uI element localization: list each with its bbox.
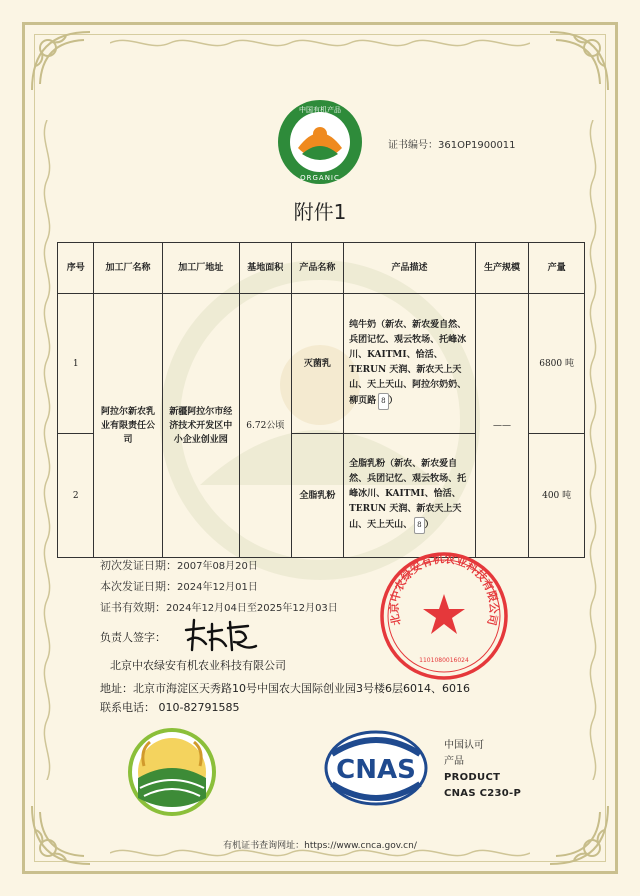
seal-text: 北京中农绿安有机农业科技有限公司 <box>387 552 501 627</box>
issuer-phone: 联系电话： 010-82791585 <box>100 701 240 714</box>
page-title: 附件1 <box>293 200 347 224</box>
col-header-scale: 生产规模 <box>475 243 528 294</box>
this-issue-date <box>100 578 258 594</box>
top-border-pattern <box>110 34 530 52</box>
corner-ornament <box>26 800 96 870</box>
first-issue-value: 2007年08月20日 <box>177 561 258 572</box>
validity-period <box>100 599 338 615</box>
cell-quantity: 6800 吨 <box>529 294 585 434</box>
seal-star-icon <box>423 594 465 634</box>
first-issue-date <box>100 557 258 573</box>
verification-url: 有机证书查询网址：https://www.cnca.gov.cn/ <box>223 841 417 851</box>
logo-text-cn: 中国有机产品 <box>299 106 341 114</box>
col-header-quantity: 产量 <box>529 243 585 294</box>
cell-scale: —— <box>475 294 528 558</box>
cnas-logo <box>322 728 430 808</box>
handwritten-signature <box>182 616 262 656</box>
issuer-company: 北京中农绿安有机农业科技有限公司 <box>110 659 286 672</box>
official-seal <box>378 550 510 682</box>
cert-no-value: 361OP1900011 <box>438 140 516 151</box>
accreditation-en1: PRODUCT <box>444 772 501 783</box>
issuer-address: 地址：北京市海淀区天秀路10号中国农大国际创业园3号楼6层6014、6016 <box>100 682 470 695</box>
cert-no-label: 证书编号： <box>388 140 438 151</box>
col-header-area: 基地面积 <box>239 243 291 294</box>
table-row <box>58 294 585 434</box>
cell-factory-name: 阿拉尔新农乳业有限责任公司 <box>94 294 162 558</box>
this-issue-value: 2024年12月01日 <box>177 582 258 593</box>
col-header-address: 加工厂地址 <box>162 243 239 294</box>
certificate-number <box>388 136 516 151</box>
description-badge: 8 <box>378 393 388 410</box>
table-header-row <box>58 243 585 294</box>
signature-label: 负责人签字： <box>100 631 166 644</box>
col-header-seq: 序号 <box>58 243 94 294</box>
col-header-product: 产品名称 <box>291 243 343 294</box>
corner-ornament <box>544 800 614 870</box>
accreditation-cn2: 产品 <box>444 756 464 767</box>
first-issue-label: 初次发证日期： <box>100 559 177 572</box>
product-table <box>57 242 585 558</box>
description-text: 纯牛奶（新农、新农爱自然、兵团记忆、观云牧场、托峰冰川、KAITMI、恰活、TERUN 天润、新农天上天山、天上天山、阿拉尔奶奶、柳页路 <box>349 319 467 406</box>
cell-factory-address: 新疆阿拉尔市经济技术开发区中小企业创业园 <box>162 294 239 558</box>
validity-value: 2024年12月04日至2025年12月03日 <box>166 603 338 614</box>
logo-text-en: ORGANIC <box>300 174 340 182</box>
description-badge: 8 <box>414 517 424 534</box>
description-text: 全脂乳粉（新农、新农爱自然、兵团记忆、观云牧场、托峰冰川、KAITMI、恰活、TERUN 天润、新农天上天山、天上天山、 <box>349 459 467 530</box>
cell-seq: 1 <box>58 294 94 434</box>
col-header-description: 产品描述 <box>344 243 476 294</box>
col-header-name: 加工厂名称 <box>94 243 162 294</box>
corner-ornament <box>544 26 614 96</box>
accreditation-text <box>444 738 521 802</box>
china-organic-product-logo <box>276 98 364 186</box>
cell-description: 全脂乳粉（新农、新农爱自然、兵团记忆、观云牧场、托峰冰川、KAITMI、恰活、TERUN 天润、新农天上天山、天上天山、 8 ） <box>344 434 476 558</box>
cnas-logo-text: CNAS <box>336 755 416 785</box>
validity-label: 证书有效期： <box>100 601 166 614</box>
accreditation-cn: 中国认可 <box>444 740 484 751</box>
organic-farm-logo <box>124 724 220 820</box>
seal-number: 1101080016024 <box>419 657 469 664</box>
cell-description: 纯牛奶（新农、新农爱自然、兵团记忆、观云牧场、托峰冰川、KAITMI、恰活、TERUN 天润、新农天上天山、天上天山、阿拉尔奶奶、柳页路 8 ） <box>344 294 476 434</box>
accreditation-en2: CNAS C230-P <box>444 788 522 799</box>
corner-ornament <box>26 26 96 96</box>
this-issue-label: 本次发证日期： <box>100 580 177 593</box>
cell-area: 6.72公顷 <box>239 294 291 558</box>
cell-product: 全脂乳粉 <box>291 434 343 558</box>
cell-seq: 2 <box>58 434 94 558</box>
cell-quantity: 400 吨 <box>529 434 585 558</box>
cell-product: 灭菌乳 <box>291 294 343 434</box>
